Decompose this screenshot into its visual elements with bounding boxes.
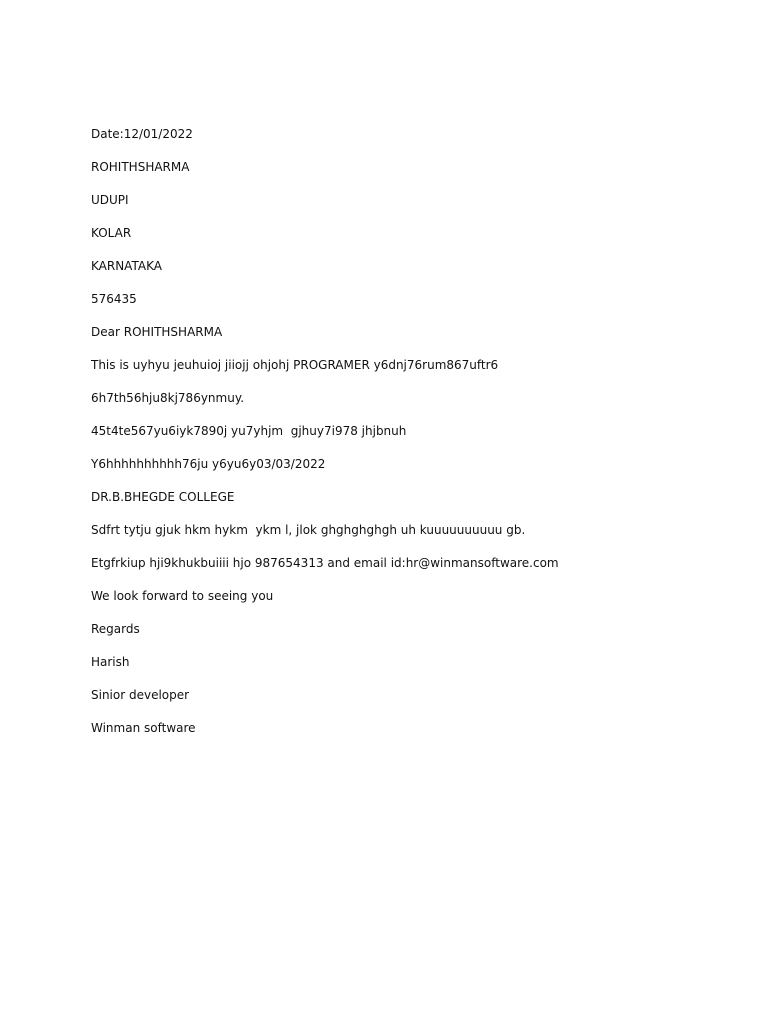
sender-name: Harish	[91, 655, 130, 669]
address-line-1: UDUPI	[91, 193, 129, 207]
salutation: Dear ROHITHSHARMA	[91, 325, 223, 339]
sender-company: Winman software	[91, 721, 196, 735]
body-line-2: 6h7th56hju8kj786ynmuy.	[91, 391, 245, 405]
recipient-name: ROHITHSHARMA	[91, 160, 190, 174]
body-line-4: Y6hhhhhhhhhh76ju y6yu6y03/03/2022	[91, 457, 326, 471]
sender-title: Sinior developer	[91, 688, 190, 702]
letter-body	[91, 126, 731, 753]
body-line-3: 45t4te567yu6iyk7890j yu7yhjm gjhuy7i978 jhjbnuh	[91, 424, 407, 438]
date-line: Date:12/01/2022	[91, 127, 193, 141]
address-line-2: KOLAR	[91, 226, 132, 240]
regards: Regards	[91, 622, 140, 636]
college-name: DR.B.BHEGDE COLLEGE	[91, 490, 235, 504]
postal-code: 576435	[91, 292, 137, 306]
closing-line: We look forward to seeing you	[91, 589, 274, 603]
contact-line: Etgfrkiup hji9khukbuiiii hjo 987654313 and email id:hr@winmansoftware.com	[91, 556, 559, 570]
body-line-1: This is uyhyu jeuhuioj jiiojj ohjohj PROGRAMER y6dnj76rum867uftr6	[91, 358, 499, 372]
body-line-5: Sdfrt tytju gjuk hkm hykm ykm l, jlok ghghghghgh uh kuuuuuuuuuu gb.	[91, 523, 526, 537]
address-line-3: KARNATAKA	[91, 259, 162, 273]
